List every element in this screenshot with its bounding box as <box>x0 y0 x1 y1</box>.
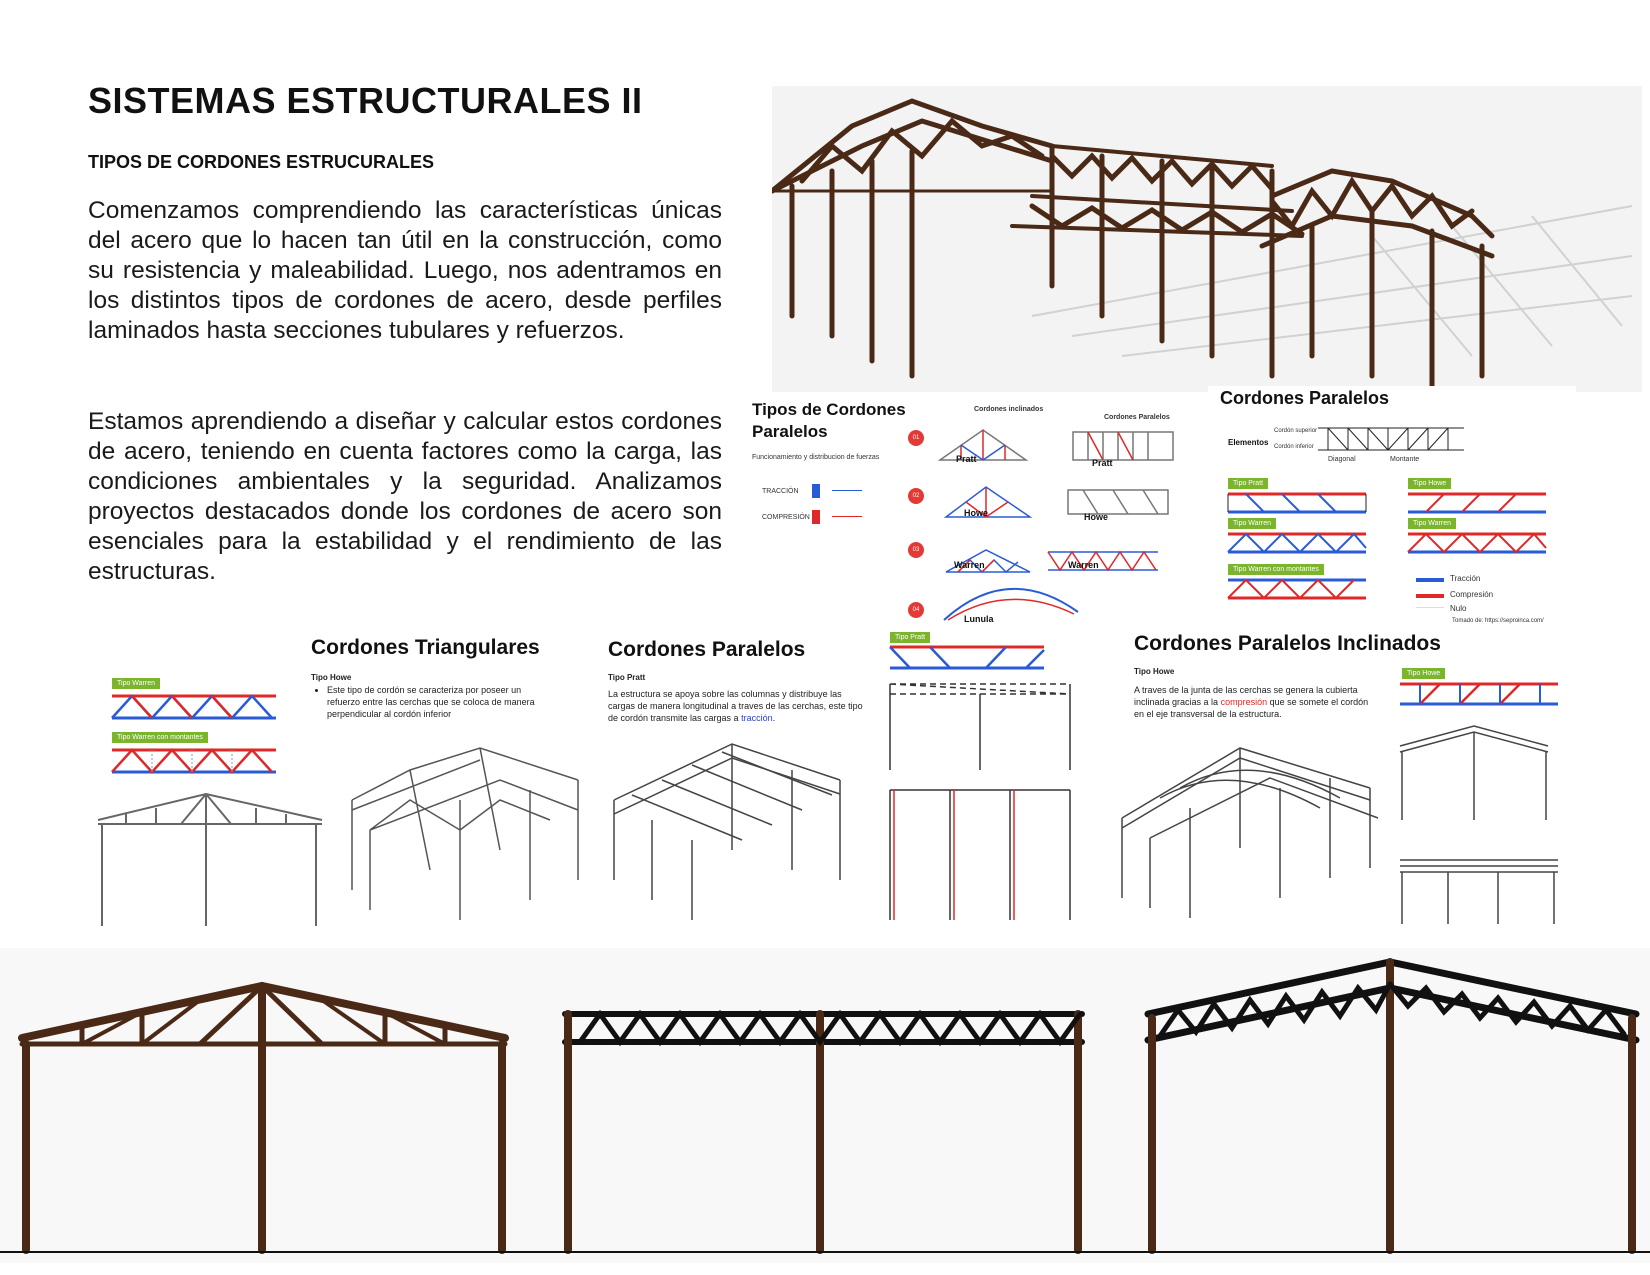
types-panel-caption: Funcionamiento y distribucion de fuerzas <box>752 454 880 461</box>
paralelos-panel <box>1208 386 1576 630</box>
tri-gable-frame <box>96 790 326 930</box>
intro-paragraph: Comenzamos comprendiendo las características únicas del acero que lo hacen tan útil en la construcción, como su resistencia y maleabilidad. Luego, nos adentramos en los distintos tipos de cordones de acero, desde perfiles laminados hasta secciones tubulares y refuerzos. <box>88 197 722 344</box>
legend-traccion: Tracción <box>1450 574 1481 583</box>
inc-title: Cordones Paralelos Inclinados <box>1134 632 1441 655</box>
types-panel-title-line1: Tipos de Cordones <box>752 400 906 419</box>
tri-bullet-item: • Este tipo de cordón se caracteriza por poseer un refuerzo entre las cerchas que se coloca de manera perpendicular al cordón inferior <box>327 684 547 720</box>
inc-tag-howe: Tipo Howe <box>1402 668 1445 679</box>
par-description <box>608 688 868 724</box>
par-title: Cordones Paralelos <box>608 638 806 661</box>
inc-type: Tipo Howe <box>1134 667 1175 676</box>
tri-3d-frame <box>350 740 580 930</box>
legend-compresion-swatch <box>812 510 820 524</box>
steel-structure-render <box>772 86 1642 392</box>
inc-howe-truss <box>1398 680 1562 710</box>
tri-bullet-list <box>311 684 547 720</box>
tag-pratt: Tipo Pratt <box>1228 478 1268 489</box>
inc-text-after: que se somete el cordón en el eje transversal de la estructura. <box>1134 697 1369 719</box>
gable-frame <box>22 986 505 1250</box>
paralelos-bottom-section <box>608 630 1078 930</box>
number-badge-4: 04 <box>908 602 924 618</box>
par-text-link: tracción <box>741 713 773 723</box>
tri-tag-warren: Tipo Warren <box>112 678 160 689</box>
parallel-truss-types-drawing <box>1226 490 1566 608</box>
inclined-frame <box>1148 962 1636 1250</box>
elementos-label: Elementos <box>1228 438 1269 447</box>
number-badge-2: 02 <box>908 488 924 504</box>
par-tag-pratt: Tipo Pratt <box>890 632 930 643</box>
truss-types-drawing <box>938 422 1188 622</box>
label-howe-inclined: Howe <box>964 508 989 518</box>
inc-description <box>1134 684 1374 720</box>
tri-title: Cordones Triangulares <box>311 636 540 659</box>
label-lunula: Lunula <box>964 614 994 624</box>
inc-elevation-frames <box>1398 720 1562 930</box>
head-paralelos: Cordones Paralelos <box>1104 414 1170 421</box>
legend-compresion-label: COMPRESIÓN <box>762 514 810 521</box>
page-title: SISTEMAS ESTRUCTURALES II <box>88 80 643 121</box>
inclinados-section <box>1118 630 1578 930</box>
number-badge-1: 01 <box>908 430 924 446</box>
analysis-paragraph: Estamos aprendiendo a diseñar y calcular estos cordones de acero, teniendo en cuenta factores como la carga, las condiciones ambientales y la seguridad. Analizamos proyectos destacados donde los cordones de acero son esenciales para la estabilidad y el rendimiento de las estructuras. <box>88 408 722 585</box>
label-warren-parallel: Warren <box>1068 560 1099 570</box>
inc-text-before: A traves de la junta de las cerchas se genera la cubierta inclinada gracias a la <box>1134 685 1358 707</box>
legend-compresion-arrow <box>832 516 862 517</box>
triangulares-section <box>88 630 588 930</box>
label-warren-inclined: Warren <box>954 560 985 570</box>
cordon-superior-label: Cordón superior <box>1274 428 1318 434</box>
par-elevation-frames <box>884 680 1074 930</box>
label-howe-parallel: Howe <box>1084 512 1109 522</box>
par-3d-frame <box>612 740 842 930</box>
tag-warren-2: Tipo Warren <box>1408 518 1456 529</box>
par-text-after: . <box>772 713 776 723</box>
elevation-drawing <box>0 948 1650 1263</box>
tag-warren-montantes: Tipo Warren con montantes <box>1228 564 1324 575</box>
types-panel <box>748 392 1188 630</box>
tag-warren: Tipo Warren <box>1228 518 1276 529</box>
par-pratt-truss <box>888 644 1048 672</box>
inc-text-link: compresión <box>1220 697 1268 707</box>
inc-3d-frame <box>1120 728 1380 928</box>
legend-traccion-swatch <box>812 484 820 498</box>
tag-howe: Tipo Howe <box>1408 478 1451 489</box>
number-badge-3: 03 <box>908 542 924 558</box>
legend-traccion-label: TRACCIÓN <box>762 488 799 495</box>
elevation-band <box>0 948 1650 1263</box>
diagonal-label: Diagonal <box>1328 456 1356 463</box>
legend-compresion: Compresión <box>1450 590 1494 599</box>
montante-label: Montante <box>1390 456 1420 463</box>
paralelos-panel-title: Cordones Paralelos <box>1220 388 1390 408</box>
head-inclinados: Cordones inclinados <box>974 406 1044 413</box>
elements-truss-drawing <box>1316 422 1466 456</box>
steel-structure-drawing <box>772 86 1642 392</box>
source-credit: Tomado de: https://seproinca.com/ <box>1452 618 1544 624</box>
label-pratt-inclined: Pratt <box>956 454 977 464</box>
label-pratt-parallel: Pratt <box>1092 458 1113 468</box>
cordon-inferior-label: Cordón inferior <box>1274 444 1314 450</box>
parallel-frame <box>565 1014 1082 1250</box>
types-panel-title-line2: Paralelos <box>752 422 828 441</box>
page-subtitle: TIPOS DE CORDONES ESTRUCURALES <box>88 152 435 172</box>
legend-nulo: Nulo <box>1450 604 1467 613</box>
par-type: Tipo Pratt <box>608 673 646 682</box>
tri-type: Tipo Howe <box>311 673 352 682</box>
tri-tag-warren-montantes: Tipo Warren con montantes <box>112 732 208 743</box>
legend-traccion-arrow <box>832 490 862 491</box>
par-text-before: La estructura se apoya sobre las columnas y distribuye las cargas de manera longitudinal a traves de las cerchas, este tipo de cordón transmite las cargas a <box>608 689 863 723</box>
